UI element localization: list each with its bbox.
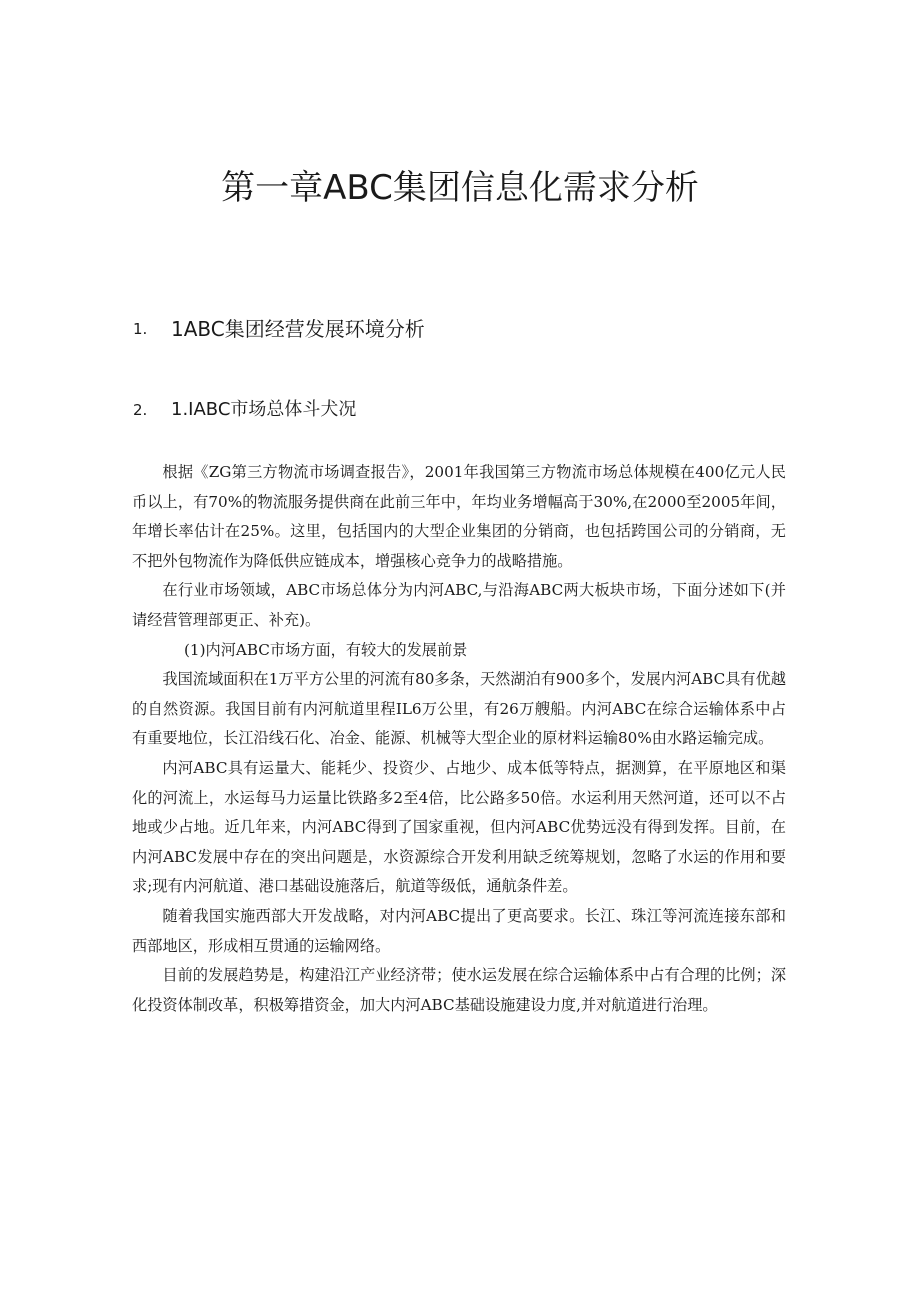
section-heading-1: [133, 312, 733, 346]
chapter-title: 第一章ABC集团信息化需求分析: [221, 168, 699, 208]
section-number: 2.: [133, 401, 148, 419]
section-title: 1.IABC市场总体斗犬况: [171, 399, 357, 420]
paragraph-development-trend: 目前的发展趋势是，构建沿江产业经济带；使水运发展在综合运输体系中占有合理的比例；深化投资体制改革，积极筹措资金，加大内河ABC基础设施建设力度,并对航道进行治理。: [132, 966, 786, 1014]
section-number: 1.: [133, 320, 148, 338]
paragraph-inland-advantages: 内河ABC具有运量大、能耗少、投资少、占地少、成本低等特点，据测算，在平原地区和渠化的河流上，水运每马力运量比铁路多2至4倍，比公路多50倍。水运利用天然河道，还可以不占地或少占地。近几年来，内河ABC得到了国家重视，但内河ABC优势远没有得到发挥。目前，在内河ABC发展中存在的突出问题是，水资源综合开发利用缺乏统筹规划，忽略了水运的作用和要求;现有内河航道、港口基础设施落后，航道等级低，通航条件差。: [132, 758, 786, 896]
section-heading-2: [133, 394, 733, 426]
paragraph-natural-resources: 我国流域面积在1万平方公里的河流有80多条，天然湖泊有900多个，发展内河ABC具有优越的自然资源。我国目前有内河航道里程IL6万公里，有26万艘船。内河ABC在综合运输体系中占有重要地位，长江沿线石化、冶金、能源、机械等大型企业的原材料运输80%由水路运输完成。: [132, 670, 786, 748]
section-title: 1ABC集团经营发展环境分析: [171, 317, 425, 341]
paragraph-market-scale: 根据《ZG第三方物流市场调查报告》，2001年我国第三方物流市场总体规模在400亿元人民币以上，有70%的物流服务提供商在此前三年中，年均业务增幅高于30%,在2000至2005年间，年增长率估计在25%。这里，包括国内的大型企业集团的分销商，也包括跨国公司的分销商，无不把外包物流作为降低供应链成本，增强核心竞争力的战略措施。: [132, 463, 786, 570]
body-text: [132, 458, 786, 1020]
paragraph-market-segments: 在行业市场领域，ABC市场总体分为内河ABC,与沿海ABC两大板块市场，下面分述如下(并请经营管理部更正、补充)。: [132, 581, 786, 629]
paragraph-western-development: 随着我国实施西部大开发战略，对内河ABC提出了更高要求。长江、珠江等河流连接东部和西部地区，形成相互贯通的运输网络。: [132, 906, 786, 955]
subheading-inland-market: (1)内河ABC市场方面，有较大的发展前景: [184, 640, 468, 659]
